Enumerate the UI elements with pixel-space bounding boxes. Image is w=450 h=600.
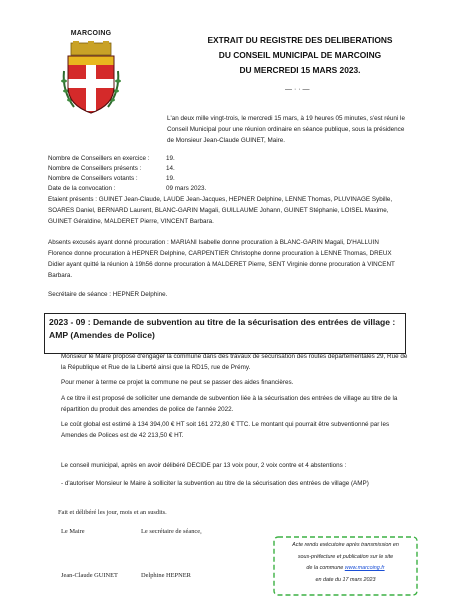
closing-line: Fait et délibéré les jour, mois et an susdits. [58,509,167,516]
count-row [48,174,175,184]
maire-label: Le Maire [61,528,85,535]
body-paragraph-3: A ce titre il est proposé de solliciter une demande de subvention liée à la sécurisation des entrées de village au titre de la répartition du produit des amendes de police de l'année 2022. [61,395,398,413]
count-value: 14. [166,165,175,172]
header-line-3: DU MERCREDI 15 MARS 2023. [239,65,361,75]
header-line-2: DU CONSEIL MUNICIPAL DE MARCOING [218,50,382,60]
count-row [48,164,175,174]
town-name: MARCOING [70,30,112,37]
count-value: 19. [166,155,175,162]
count-value: 09 mars 2023. [166,185,207,192]
maire-name: Jean-Claude GUINET [61,572,118,579]
count-row [48,154,175,164]
header-line-1: EXTRAIT DU REGISTRE DES DELIBERATIONS [207,35,393,45]
header-separator: — · · — [285,86,310,93]
count-label: Date de la convocation : [48,185,116,192]
coat-of-arms-logo [60,41,122,116]
deliberation-title: 2023 - 09 : Demande de subvention au titre de la sécurisation des entrées de village : AMP (Amendes de Police) [44,313,406,354]
absents-paragraph: Absents excusés ayant donné procuration : MARIANI Isabelle donne procuration à BLANC-GARIN Magali, D'HALLUIN Florence donne procuration à HEPNER Delphine, CARPENTIER Christophe donne procuration à LENNE Thomas, DREUX Didier ayant quitté la réunion à 19h56 donne procuration à MALDERET Pierre, SENT Virginie donne procuration à VINCENT Barbara. [48,239,395,279]
presents-paragraph: Etaient présents : GUINET Jean-Claude, LAUDE Jean-Jacques, HEPNER Delphine, LENNE Thomas, PLUVINAGE Sybille, SOARES Daniel, BERNARD Laurent, BLANC-GARIN Magali, GUILLAUME Johann, GUINET Stéphanie, LOISEL Maxime, GUINET Géraldine, MALDERET Pierre, VINCENT Barbara. [48,196,393,225]
body-paragraph-1: Monsieur le Maire propose d'engager la commune dans des travaux de sécurisation des routes départementales 29, Rue de la République et Rue de la Liberté ainsi que la RD15, rue de Prémy. [61,353,408,371]
count-label: Nombre de Conseillers votants : [48,175,138,182]
vote-paragraph: Le conseil municipal, après en avoir délibéré DECIDE par 13 voix pour, 2 voix contre et 4 abstentions : [61,462,347,469]
decision-paragraph: - d'autoriser Monsieur le Maire à solliciter la subvention au titre de la sécurisation des entrées de village (AMP) [61,480,369,487]
stamp-line-2: sous-préfecture et publication sur le site [297,553,394,560]
count-label: Nombre de Conseillers en exercice : [48,155,150,162]
intro-paragraph: L'an deux mille vingt-trois, le mercredi 15 mars, à 19 heures 05 minutes, s'est réuni le Conseil Municipal pour une réunion ordinaire en séance publique, sous la présidence de Monsieur Jean-Claude GUINET, Maire. [167,115,405,144]
body-paragraph-4: Le coût global est estimé à 134 394,00 € HT soit 161 272,80 € TTC. Le montant qui pourrait être subventionné par les Amendes de Polices est de 42 213,50 € HT. [61,421,390,439]
secretary-line: Secrétaire de séance : HEPNER Delphine. [48,291,168,298]
secretary-label: Le secrétaire de séance, [141,528,202,535]
commune-website-link[interactable]: www.marcoing.fr [344,565,385,571]
stamp-line-4: en date du 17 mars 2023 [315,576,376,583]
stamp-line-1: Acte rendu exécutoire après transmission en [292,542,399,548]
executory-stamp [277,540,414,586]
count-row [48,184,206,194]
count-value: 19. [166,175,175,182]
stamp-line-3 [277,563,414,575]
stamp-line-3-prefix: de la commune [306,565,344,571]
count-label: Nombre de Conseillers présents : [48,165,142,172]
body-paragraph-2: Pour mener à terme ce projet la commune ne peut se passer des aides financières. [61,379,294,386]
secretary-name: Delphine HEPNER [141,572,191,579]
